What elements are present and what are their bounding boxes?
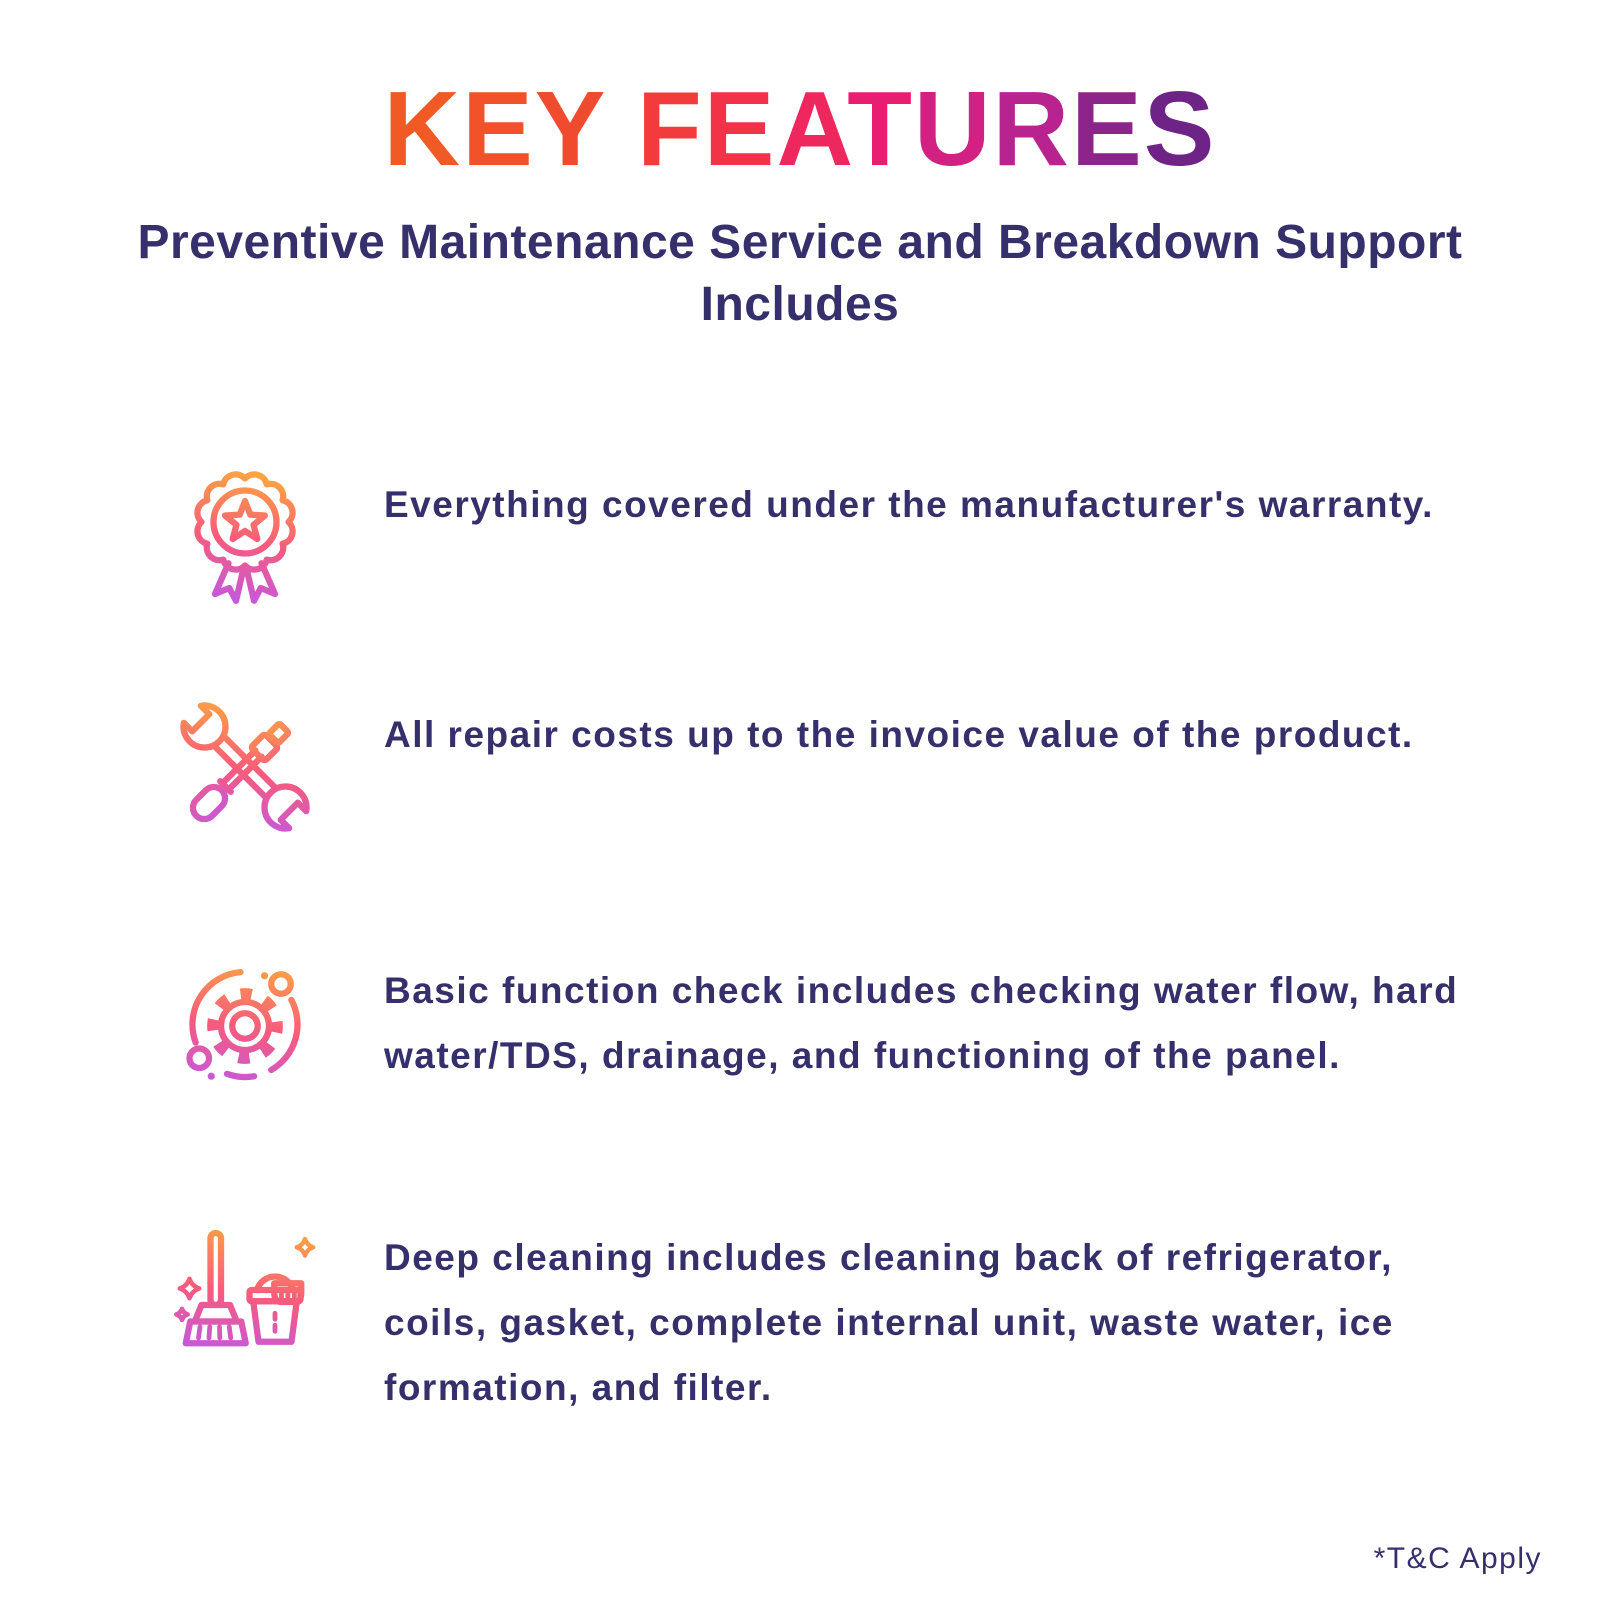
page-subtitle: Preventive Maintenance Service and Breakdown Support Includes <box>137 216 1463 331</box>
terms-footnote: *T&C Apply <box>1373 1542 1542 1575</box>
feature-row-warranty <box>170 462 1464 612</box>
deep-cleaning-icon <box>170 1215 320 1365</box>
function-check-gear-icon <box>170 948 320 1098</box>
repair-tools-icon <box>170 692 320 842</box>
feature-row-function-check <box>170 948 1464 1098</box>
feature-text-repair: All repair costs up to the invoice value of the product. <box>384 714 1414 755</box>
page-title: KEY FEATURES <box>383 70 1217 188</box>
feature-row-repair <box>170 692 1464 842</box>
feature-text-warranty: Everything covered under the manufacturer's warranty. <box>384 484 1434 525</box>
feature-text-deep-cleaning: Deep cleaning includes cleaning back of refrigerator, coils, gasket, complete internal unit, waste water, ice formation, and filter. <box>384 1237 1394 1408</box>
feature-row-deep-cleaning <box>170 1215 1464 1420</box>
feature-text-function-check: Basic function check includes checking water flow, hard water/TDS, drainage, and functioning of the panel. <box>384 970 1459 1076</box>
award-badge-icon <box>170 462 320 612</box>
